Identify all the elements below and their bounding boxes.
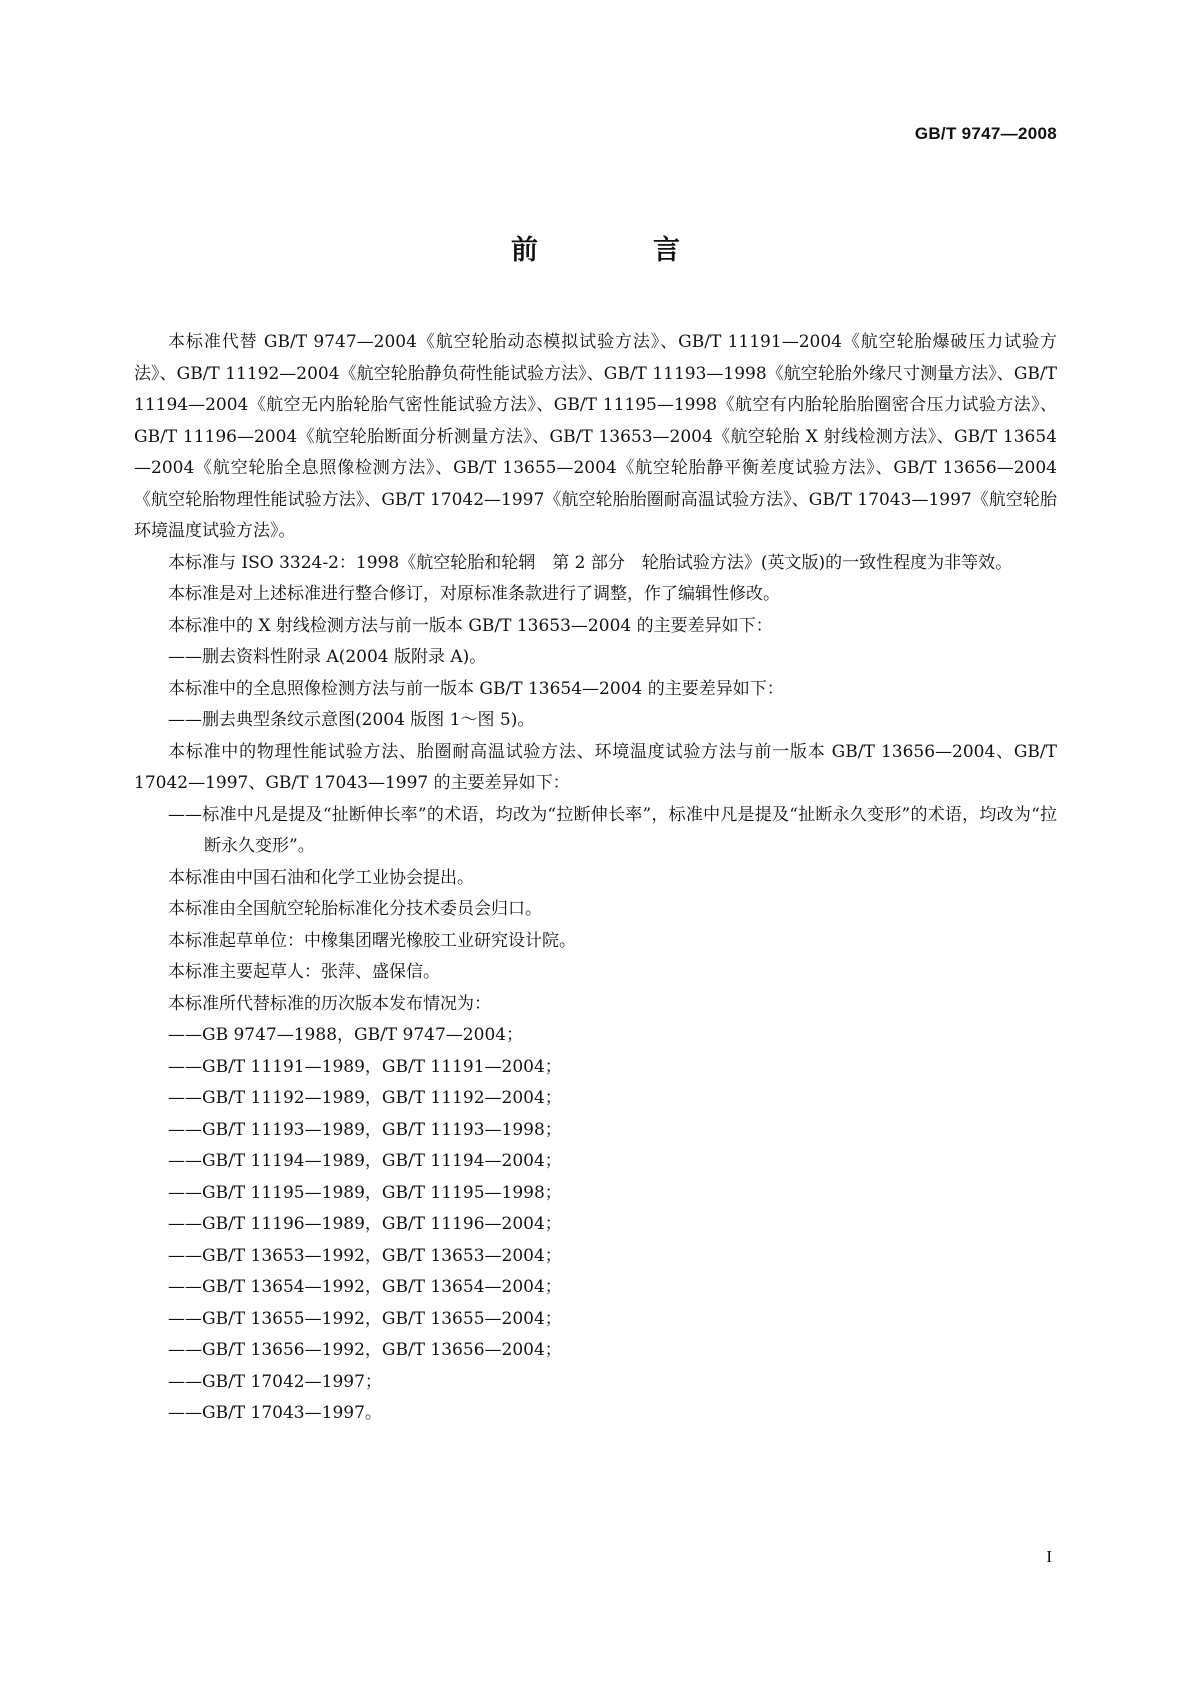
list-item-terminology-change: ——标准中凡是提及“扯断伸长率”的术语，均改为“拉断伸长率”，标准中凡是提及“扯断永久变形”的术语，均改为“拉断永久变形”。	[168, 804, 1057, 856]
history-item: ——GB/T 17043—1997。	[168, 1403, 382, 1423]
history-item: ——GB 9747—1988，GB/T 9747—2004；	[168, 1025, 524, 1045]
paragraph-physical-differences: 本标准中的物理性能试验方法、胎圈耐高温试验方法、环境温度试验方法与前一版本 GB/T 13656—2004、GB/T 17042—1997、GB/T 17043—1997 的主要差异如下：	[134, 741, 1057, 793]
list-item-xray-change: ——删去资料性附录 A(2004 版附录 A)。	[168, 647, 487, 667]
history-item: ——GB/T 11192—1989，GB/T 11192—2004；	[168, 1088, 562, 1108]
history-item: ——GB/T 11193—1989，GB/T 11193—1998；	[168, 1119, 562, 1140]
paragraph-xray-differences: 本标准中的 X 射线检测方法与前一版本 GB/T 13653—2004 的主要差异如下：	[168, 615, 773, 636]
list-item-holography-change: ——删去典型条纹示意图(2004 版图 1～图 5)。	[168, 710, 535, 730]
page-number: I	[1046, 1547, 1052, 1566]
history-item: ——GB/T 17042—1997；	[168, 1371, 382, 1392]
paragraph-history-intro: 本标准所代替标准的历次版本发布情况为：	[168, 993, 491, 1014]
paragraph-drafters: 本标准主要起草人：张萍、盛保信。	[168, 962, 440, 982]
foreword-body	[134, 327, 1057, 1430]
paragraph-drafting-unit: 本标准起草单位：中橡集团曙光橡胶工业研究设计院。	[168, 930, 576, 951]
history-item: ——GB/T 11191—1989，GB/T 11191—2004；	[168, 1056, 562, 1077]
history-item: ——GB/T 11194—1989，GB/T 11194—2004；	[168, 1151, 562, 1171]
history-item: ——GB/T 13653—1992，GB/T 13653—2004；	[168, 1245, 562, 1266]
standard-code: GB/T 9747—2008	[914, 124, 1057, 143]
paragraph-proposed-by: 本标准由中国石油和化学工业协会提出。	[168, 867, 474, 888]
page-title: 前 言	[511, 235, 724, 266]
paragraph-holography-differences: 本标准中的全息照像检测方法与前一版本 GB/T 13654—2004 的主要差异如下：	[168, 678, 784, 699]
history-item: ——GB/T 11195—1989，GB/T 11195—1998；	[168, 1182, 562, 1203]
paragraph-replaces: 本标准代替 GB/T 9747—2004《航空轮胎动态模拟试验方法》、GB/T 11191—2004《航空轮胎爆破压力试验方法》、GB/T 11192—2004《航空轮胎静负荷性能试验方法》、GB/T 11193—1998《航空轮胎外缘尺寸测量方法》、GB/T 11194—2004《航空无内胎轮胎气密性能试验方法》、GB/T 11195—1998《航空有内胎轮胎胎圈密合压力试验方法》、GB/T 11196—2004《航空轮胎断面分析测量方法》、GB/T 13653—2004《航空轮胎 X 射线检测方法》、GB/T 13654—2004《航空轮胎全息照像检测方法》、GB/T 13655—2004《航空轮胎静平衡差度试验方法》、GB/T 13656—2004《航空轮胎物理性能试验方法》、GB/T 17042—1997《航空轮胎胎圈耐高温试验方法》、GB/T 17043—1997《航空轮胎环境温度试验方法》。	[134, 332, 1057, 541]
paragraph-iso-consistency: 本标准与 ISO 3324-2：1998《航空轮胎和轮辋 第 2 部分 轮胎试验方法》(英文版)的一致性程度为非等效。	[168, 552, 1013, 573]
history-item: ——GB/T 13655—1992，GB/T 13655—2004；	[168, 1308, 562, 1329]
paragraph-revision: 本标准是对上述标准进行整合修订，对原标准条款进行了调整，作了编辑性修改。	[168, 584, 780, 604]
history-item: ——GB/T 13656—1992，GB/T 13656—2004；	[168, 1340, 562, 1360]
history-item: ——GB/T 13654—1992，GB/T 13654—2004；	[168, 1277, 562, 1297]
history-item: ——GB/T 11196—1989，GB/T 11196—2004；	[168, 1214, 562, 1234]
paragraph-under-jurisdiction: 本标准由全国航空轮胎标准化分技术委员会归口。	[168, 899, 542, 919]
